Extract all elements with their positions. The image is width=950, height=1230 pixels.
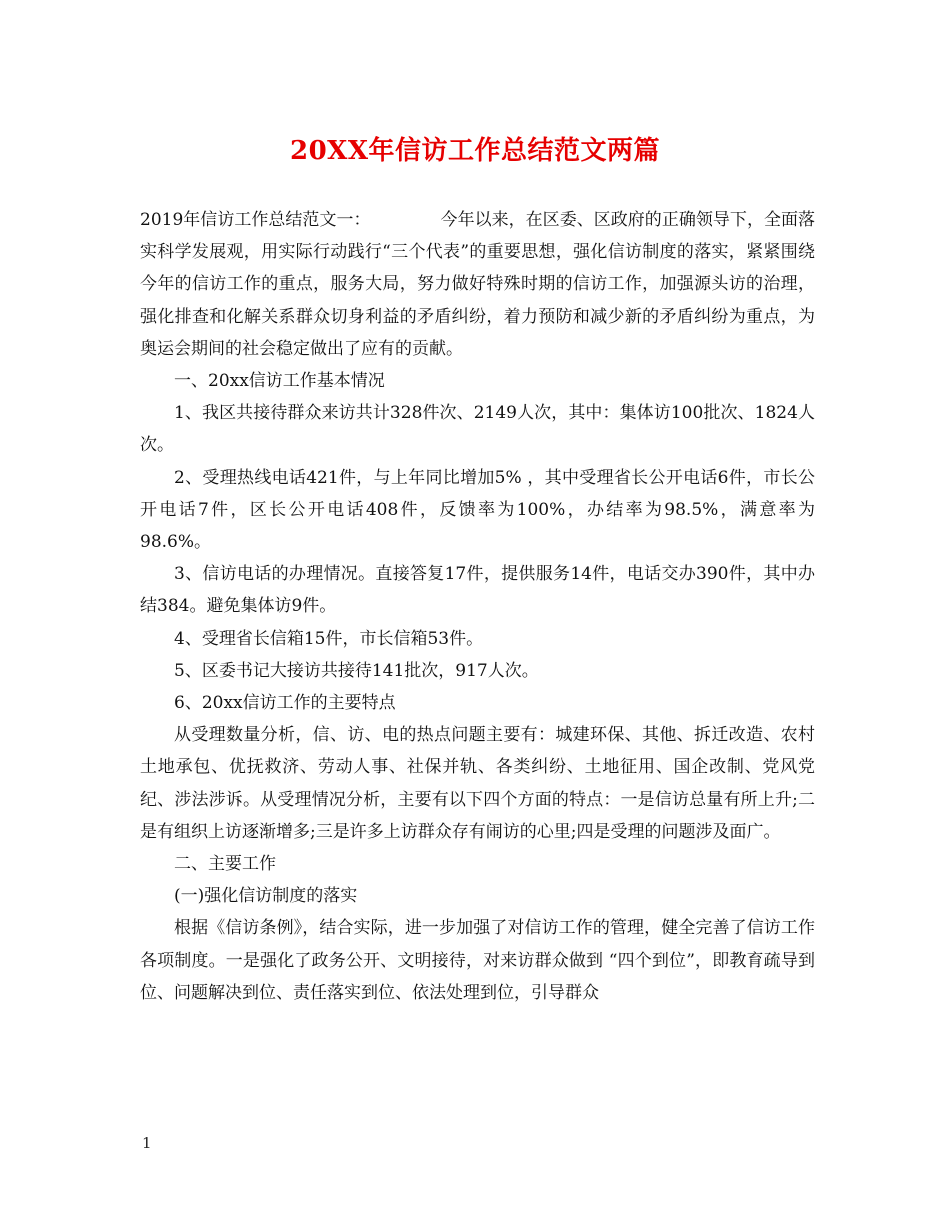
page-number: 1 (142, 1134, 152, 1152)
paragraph-analysis: 从受理数量分析，信、访、电的热点问题主要有：城建环保、其他、拆迁改造、农村土地承包、优抚救济、劳动人事、社保并轨、各类纠纷、土地征用、国企改制、党风党纪、涉法涉诉。从受理情况分析，主要有以下四个方面的特点：一是信访总量有所上升;二是有组织上访逐渐增多;三是许多上访群众存有闹访的心里;四是受理的问题涉及面广。 (140, 725, 815, 842)
section-heading-characteristics: 6、20xx信访工作的主要特点 (174, 693, 396, 714)
paragraph-phone-handling: 3、信访电话的办理情况。直接答复17件，提供服务14件，电话交办390件，其中办结384。避免集体访9件。 (140, 564, 815, 617)
document-body (140, 204, 815, 1009)
paragraph-hotline: 2、受理热线电话421件，与上年同比增加5% ，其中受理省长公开电话6件，市长公开电话7件，区长公开电话408件，反馈率为100%，办结率为98.5%，满意率为98.6%。 (140, 467, 815, 553)
section-heading-main-work: 二、主要工作 (174, 854, 276, 875)
section-heading-basic-situation: 一、20xx信访工作基本情况 (174, 371, 385, 392)
intro-label: 2019年信访工作总结范文一： (140, 210, 371, 230)
intro-text: 今年以来，在区委、区政府的正确领导下，全面落实科学发展观，用实际行动践行“三个代表”的重要思想，强化信访制度的落实，紧紧围绕今年的信访工作的重点，服务大局，努力做好特殊时期的信访工作，加强源头访的治理，强化排查和化解关系群众切身利益的矛盾纠纷，着力预防和减少新的矛盾纠纷为重点，为奥运会期间的社会稳定做出了应有的贡献。 (140, 210, 816, 359)
intro-paragraph (140, 204, 815, 365)
paragraph-mailbox: 4、受理省长信箱15件，市长信箱53件。 (174, 628, 484, 649)
paragraph-visits: 1、我区共接待群众来访共计328件次、2149人次，其中：集体访100批次、1824人次。 (140, 403, 815, 456)
document-title: 20XX年信访工作总结范文两篇 (289, 136, 661, 166)
subsection-heading-system: (一)强化信访制度的落实 (174, 886, 358, 907)
paragraph-regulations: 根据《信访条例》，结合实际，进一步加强了对信访工作的管理，健全完善了信访工作各项制度。一是强化了政务公开、文明接待，对来访群众做到 “四个到位”，即教育疏导到位、问题解决到位、责任落实到位、依法处理到位，引导群众 (140, 918, 815, 1003)
paragraph-secretary-reception: 5、区委书记大接访共接待141批次，917人次。 (174, 660, 539, 681)
